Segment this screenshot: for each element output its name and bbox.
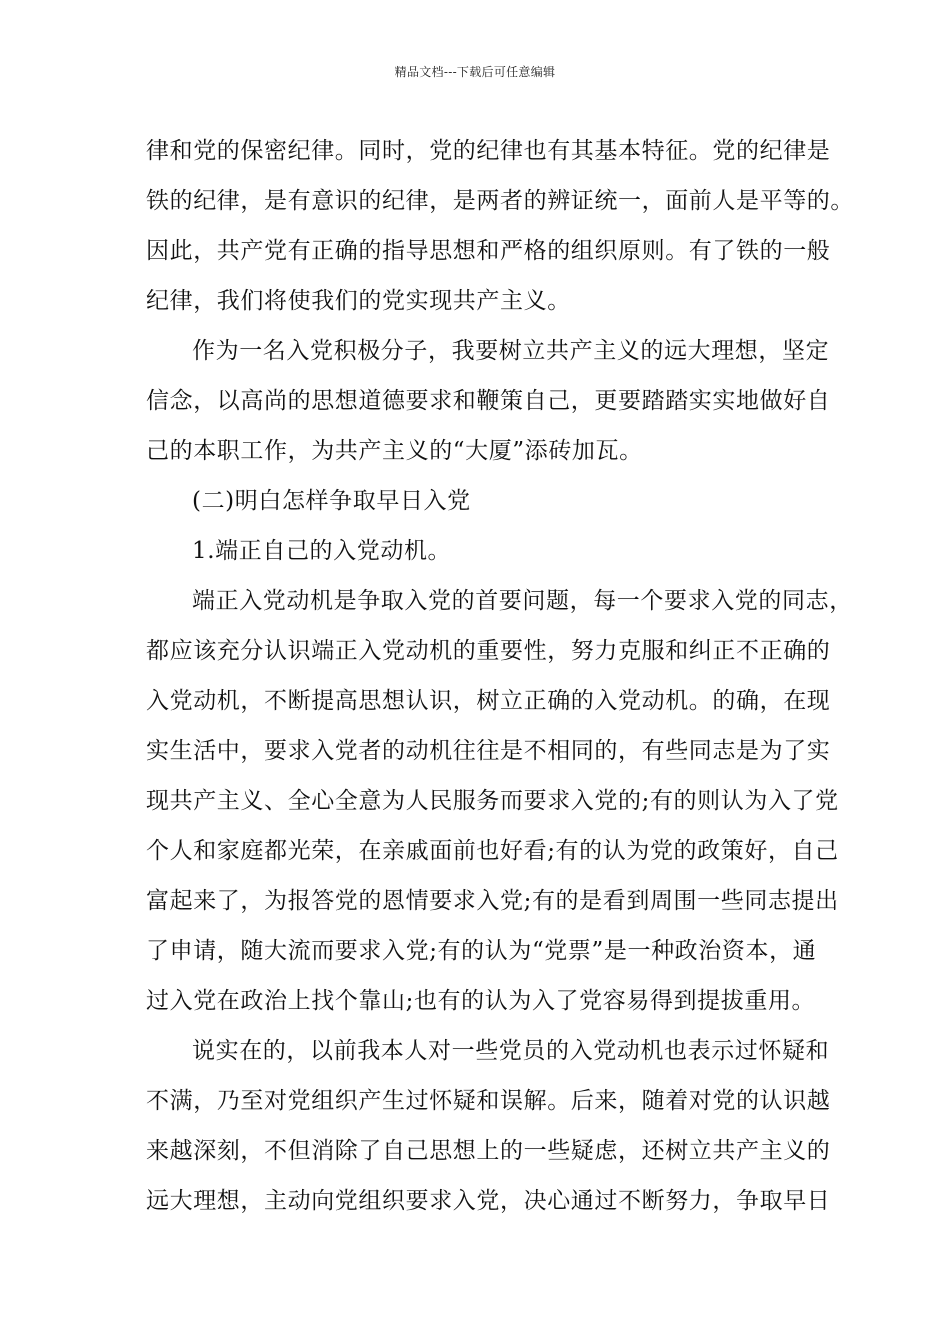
text-line: 铁的纪律，是有意识的纪律，是两者的辨证统一，面前人是平等的。	[146, 188, 854, 214]
text-line: 端正入党动机是争取入党的首要问题，每一个要求入党的同志，	[192, 588, 853, 614]
text-line: 来越深刻，不但消除了自己思想上的一些疑虑，还树立共产主义的	[146, 1138, 831, 1164]
text-line: 作为一名入党积极分子，我要树立共产主义的远大理想，坚定	[192, 338, 830, 364]
text-line: 过入党在政治上找个靠山;也有的认为入了党容易得到提拔重用。	[146, 988, 816, 1014]
text-line: 现共产主义、全心全意为人民服务而要求入党的;有的则认为入了党	[146, 788, 839, 814]
text-line: 了申请，随大流而要求入党;有的认为“党票”是一种政治资本，通	[146, 938, 817, 964]
document-body	[146, 126, 854, 1226]
text-line: 己的本职工作，为共产主义的“大厦”添砖加瓦。	[146, 438, 643, 464]
text-line: 因此，共产党有正确的指导思想和严格的组织原则。有了铁的一般	[146, 238, 831, 264]
text-line: 不满，乃至对党组织产生过怀疑和误解。后来，随着对党的认识越	[146, 1088, 831, 1114]
subsection-heading: 1.端正自己的入党动机。	[192, 538, 452, 564]
text-line: 实生活中，要求入党者的动机往往是不相同的，有些同志是为了实	[146, 738, 831, 764]
section-heading: (二)明白怎样争取早日入党	[192, 488, 471, 514]
text-line: 入党动机，不断提高思想认识，树立正确的入党动机。的确，在现	[146, 688, 831, 714]
text-line: 纪律，我们将使我们的党实现共产主义。	[146, 288, 571, 314]
text-line: 都应该充分认识端正入党动机的重要性，努力克服和纠正不正确的	[146, 638, 831, 664]
text-line: 说实在的，以前我本人对一些党员的入党动机也表示过怀疑和	[192, 1038, 830, 1064]
page-header: 精品文档---下载后可任意编辑	[394, 65, 556, 79]
text-line: 信念，以高尚的思想道德要求和鞭策自己，更要踏踏实实地做好自	[146, 388, 831, 414]
text-line: 律和党的保密纪律。同时，党的纪律也有其基本特征。党的纪律是	[146, 138, 831, 164]
text-line: 富起来了，为报答党的恩情要求入党;有的是看到周围一些同志提出	[146, 888, 839, 914]
text-line: 个人和家庭都光荣，在亲戚面前也好看;有的认为党的政策好，自己	[146, 838, 839, 864]
text-line: 远大理想，主动向党组织要求入党，决心通过不断努力，争取早日	[146, 1188, 831, 1214]
